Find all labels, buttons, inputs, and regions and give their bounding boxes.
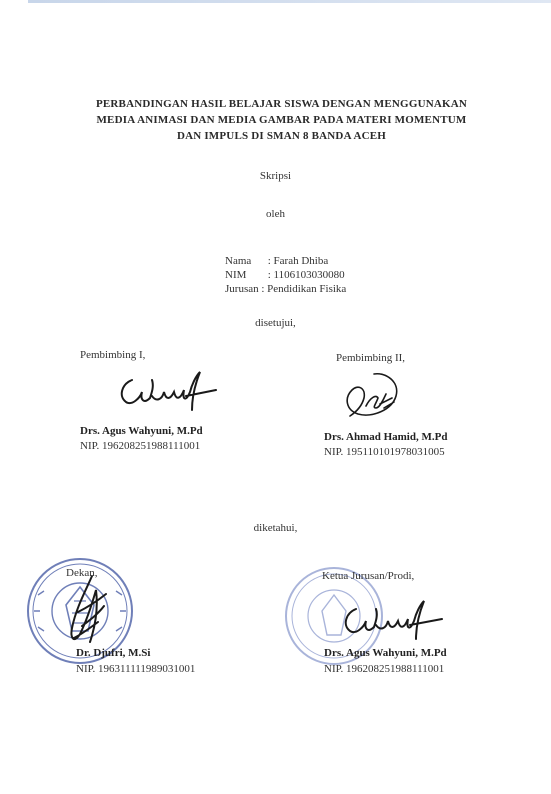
title-line-2: MEDIA ANIMASI DAN MEDIA GAMBAR PADA MATERI MOMENTUM [96,114,467,126]
dean-nip: NIP. 196311111989031001 [76,663,196,675]
advisor1-name: Drs. Agus Wahyuni, M.Pd [80,425,203,437]
author-dept-row [225,282,346,296]
advisor2-name: Drs. Ahmad Hamid, M.Pd [324,431,448,443]
name-value: : Farah Dhiba [267,255,329,267]
top-border [28,0,551,3]
dean-name: Dr. Djufri, M.Si [76,647,151,659]
head-name: Drs. Agus Wahyuni, M.Pd [324,647,447,659]
dean-signature-icon [62,572,112,652]
approved-label: disetujui, [255,317,296,329]
advisor2-signature-icon [336,368,416,424]
nim-label: NIM [225,269,247,281]
dept-label: Jurusan [225,283,259,295]
advisor1-role: Pembimbing I, [80,349,146,361]
by-label: oleh [266,208,285,220]
advisor1-nip: NIP. 196208251988111001 [80,440,201,452]
advisor2-role: Pembimbing II, [336,352,406,364]
thesis-title [60,96,503,144]
head-role: Ketua Jurusan/Prodi, [322,570,415,582]
dean-role: Dekan, [66,567,98,579]
author-name-row [225,254,346,268]
author-nim-row [225,268,346,282]
name-label: Nama [225,255,252,267]
dept-value: : Pendidikan Fisika [261,283,347,295]
head-nip: NIP. 196208251988111001 [324,663,445,675]
title-line-3: DAN IMPULS DI SMAN 8 BANDA ACEH [176,130,387,142]
title-line-1: PERBANDINGAN HASIL BELAJAR SISWA DENGAN MENGGUNAKAN [95,98,468,110]
advisor2-nip: NIP. 195110101978031005 [324,446,445,458]
advisor1-signature-icon [112,366,222,414]
author-info [225,254,346,296]
nim-value: : 1106103030080 [267,269,345,281]
head-signature-icon [336,593,446,643]
doc-type: Skripsi [259,170,292,182]
known-label: diketahui, [253,522,298,534]
